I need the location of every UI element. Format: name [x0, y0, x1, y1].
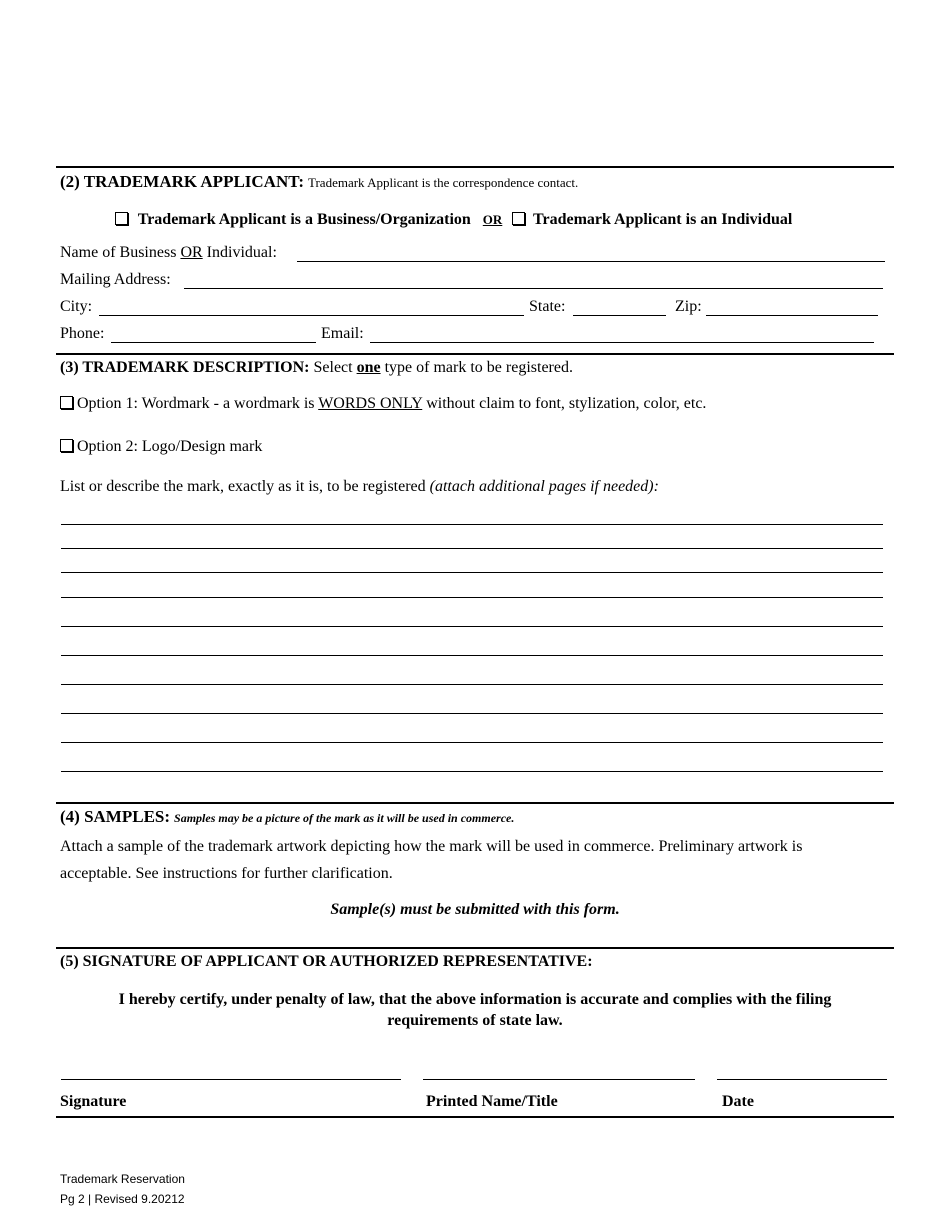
description-line-1[interactable]: [61, 524, 883, 525]
mailing-input-line[interactable]: [184, 288, 883, 289]
city-label: City:: [60, 298, 93, 315]
logo-design-checkbox[interactable]: [60, 439, 73, 452]
describe-text: List or describe the mark, exactly as it is, to be registered: [60, 478, 430, 495]
mailing-label: Mailing Address:: [60, 271, 171, 288]
description-line-2[interactable]: [61, 548, 883, 549]
phone-input-line[interactable]: [111, 342, 316, 343]
certification-line-1: I hereby certify, under penalty of law, that the above information is accurate and complies with the filing: [118, 991, 832, 1008]
state-input-line[interactable]: [573, 315, 666, 316]
option1-row: [60, 395, 706, 413]
city-input-line[interactable]: [99, 315, 524, 316]
description-line-10[interactable]: [61, 771, 883, 772]
zip-label: Zip:: [675, 298, 702, 315]
option1-words-only: WORDS ONLY: [318, 395, 423, 412]
business-option-label: Trademark Applicant is a Business/Organization: [137, 211, 471, 228]
section2-top-rule: [56, 166, 894, 168]
name-label-part1: Name of Business: [60, 244, 181, 261]
date-label: Date: [722, 1093, 754, 1110]
section3-select-a: Select: [313, 359, 357, 376]
option2-row: [60, 438, 262, 456]
description-line-4[interactable]: [61, 597, 883, 598]
or-label: OR: [482, 212, 503, 227]
name-field-label: [60, 244, 277, 262]
section4-note: Samples may be a picture of the mark as it will be used in commerce.: [174, 811, 515, 825]
printed-name-label: Printed Name/Title: [426, 1093, 558, 1110]
option1-label-a: Option 1: Wordmark - a wordmark is: [77, 395, 319, 412]
description-line-6[interactable]: [61, 655, 883, 656]
email-input-line[interactable]: [370, 342, 874, 343]
section5-bottom-rule: [56, 1116, 894, 1118]
footer-page-info: Pg 2 | Revised 9.20212: [60, 1192, 185, 1206]
describe-italic: (attach additional pages if needed):: [429, 478, 659, 495]
option1-label-b: without claim to font, stylization, color, etc.: [422, 395, 707, 412]
certification-line-2: requirements of state law.: [387, 1012, 563, 1029]
wordmark-checkbox[interactable]: [60, 396, 73, 409]
section4-header: [60, 807, 514, 827]
signature-input-line[interactable]: [61, 1079, 401, 1080]
date-input-line[interactable]: [717, 1079, 887, 1080]
email-label: Email:: [321, 325, 364, 342]
footer-title: Trademark Reservation: [60, 1172, 185, 1186]
name-label-part2: Individual:: [202, 244, 277, 261]
section5-heading: (5) SIGNATURE OF APPLICANT OR AUTHORIZED REPRESENTATIVE:: [60, 953, 593, 970]
samples-text-line-2: acceptable. See instructions for further clarification.: [60, 865, 393, 882]
zip-input-line[interactable]: [706, 315, 878, 316]
description-line-9[interactable]: [61, 742, 883, 743]
section2-header: [60, 172, 578, 192]
describe-prompt: [60, 478, 659, 496]
section3-select-b: type of mark to be registered.: [380, 359, 573, 376]
section2-heading: (2) TRADEMARK APPLICANT:: [60, 172, 304, 191]
individual-option-label: Trademark Applicant is an Individual: [533, 211, 793, 228]
individual-checkbox[interactable]: [512, 212, 525, 225]
section4-top-rule: [56, 802, 894, 804]
option2-label: Option 2: Logo/Design mark: [77, 438, 263, 455]
section2-note: Trademark Applicant is the correspondence contact.: [307, 175, 579, 190]
samples-text-line-1: Attach a sample of the trademark artwork depicting how the mark will be used in commerce. Preliminary artwork is: [60, 838, 803, 855]
section4-heading: (4) SAMPLES:: [60, 807, 171, 826]
description-line-7[interactable]: [61, 684, 883, 685]
state-label: State:: [529, 298, 566, 315]
section3-header: [60, 359, 573, 377]
applicant-type-options: [115, 211, 792, 229]
samples-required-notice: Sample(s) must be submitted with this form.: [330, 901, 620, 918]
certification-statement: [56, 989, 894, 1031]
business-checkbox[interactable]: [115, 212, 128, 225]
section3-heading: (3) TRADEMARK DESCRIPTION:: [60, 359, 310, 376]
phone-label: Phone:: [60, 325, 105, 342]
printed-name-input-line[interactable]: [423, 1079, 695, 1080]
section5-top-rule: [56, 947, 894, 949]
name-input-line[interactable]: [297, 261, 885, 262]
signature-label: Signature: [60, 1093, 127, 1110]
section3-select-one: one: [356, 359, 381, 376]
section3-top-rule: [56, 353, 894, 355]
name-label-or: OR: [180, 244, 203, 261]
description-line-3[interactable]: [61, 572, 883, 573]
description-line-5[interactable]: [61, 626, 883, 627]
description-line-8[interactable]: [61, 713, 883, 714]
